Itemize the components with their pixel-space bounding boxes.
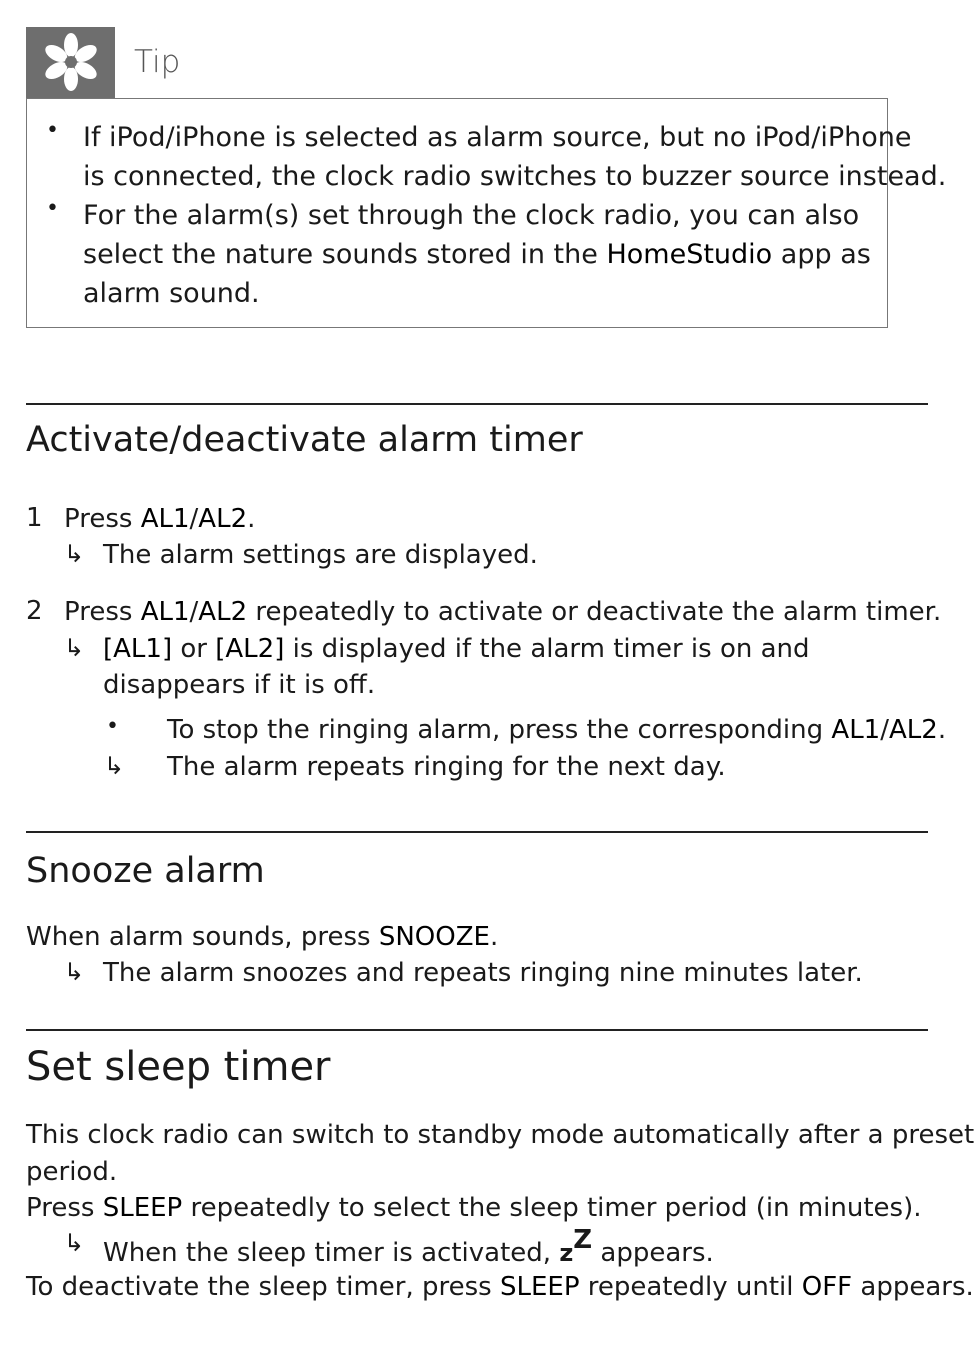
section-divider [26, 403, 928, 405]
sleep-press-text: Press SLEEP repeatedly to select the sleep timer period (in minutes). [26, 1193, 922, 1223]
bullet-icon: • [46, 118, 59, 143]
tip-icon-box [26, 27, 115, 98]
step-2-result-line2: disappears if it is off. [103, 670, 376, 700]
asterisk-icon [40, 31, 102, 93]
snooze-text: When alarm sounds, press SNOOZE. [26, 922, 499, 952]
app-name: HomeStudio [606, 239, 773, 270]
result-arrow-icon: ↳ [64, 634, 85, 662]
bullet-icon: • [106, 714, 119, 739]
stop-alarm-text: To stop the ringing alarm, press the corresponding AL1/AL2. [167, 715, 947, 745]
result-arrow-icon: ↳ [64, 1229, 85, 1257]
step-1-result: The alarm settings are displayed. [103, 540, 538, 570]
sleep-deactivate-text: To deactivate the sleep timer, press SLEEP repeatedly until OFF appears. [26, 1272, 974, 1302]
step-1-text: Press AL1/AL2. [64, 504, 256, 534]
heading-activate: Activate/deactivate alarm timer [26, 420, 583, 460]
result-arrow-icon: ↳ [64, 958, 85, 986]
result-arrow-icon: ↳ [104, 752, 125, 780]
section-divider [26, 831, 928, 833]
tip-title: Tip [134, 44, 181, 80]
step-number: 2 [26, 596, 43, 626]
heading-sleep: Set sleep timer [26, 1044, 331, 1090]
tip-bullet-2: For the alarm(s) set through the clock radio, you can also select the nature sounds stored in the HomeStudio app as alarm sound. [83, 200, 871, 309]
sleep-result: When the sleep timer is activated, $z^Z$ appears. [103, 1225, 714, 1268]
heading-snooze: Snooze alarm [26, 851, 265, 891]
section-divider [26, 1029, 928, 1031]
step-number: 1 [26, 503, 43, 533]
tip-bullet-1: If iPod/iPhone is selected as alarm source, but no iPod/iPhone is connected, the clock radio switches to buzzer source instead. [83, 122, 947, 192]
result-arrow-icon: ↳ [64, 540, 85, 568]
step-2-text: Press AL1/AL2 repeatedly to activate or deactivate the alarm timer. [64, 597, 942, 627]
sleep-zz-icon: $z^Z$ [559, 1225, 593, 1267]
snooze-result: The alarm snoozes and repeats ringing nine minutes later. [103, 958, 863, 988]
step-2-result: [AL1] or [AL2] is displayed if the alarm timer is on and [103, 634, 810, 664]
sleep-para-line1: This clock radio can switch to standby mode automatically after a preset [26, 1120, 974, 1150]
sleep-para-line2: period. [26, 1157, 118, 1187]
bullet-icon: • [46, 196, 59, 221]
stop-alarm-result: The alarm repeats ringing for the next day. [167, 752, 726, 782]
